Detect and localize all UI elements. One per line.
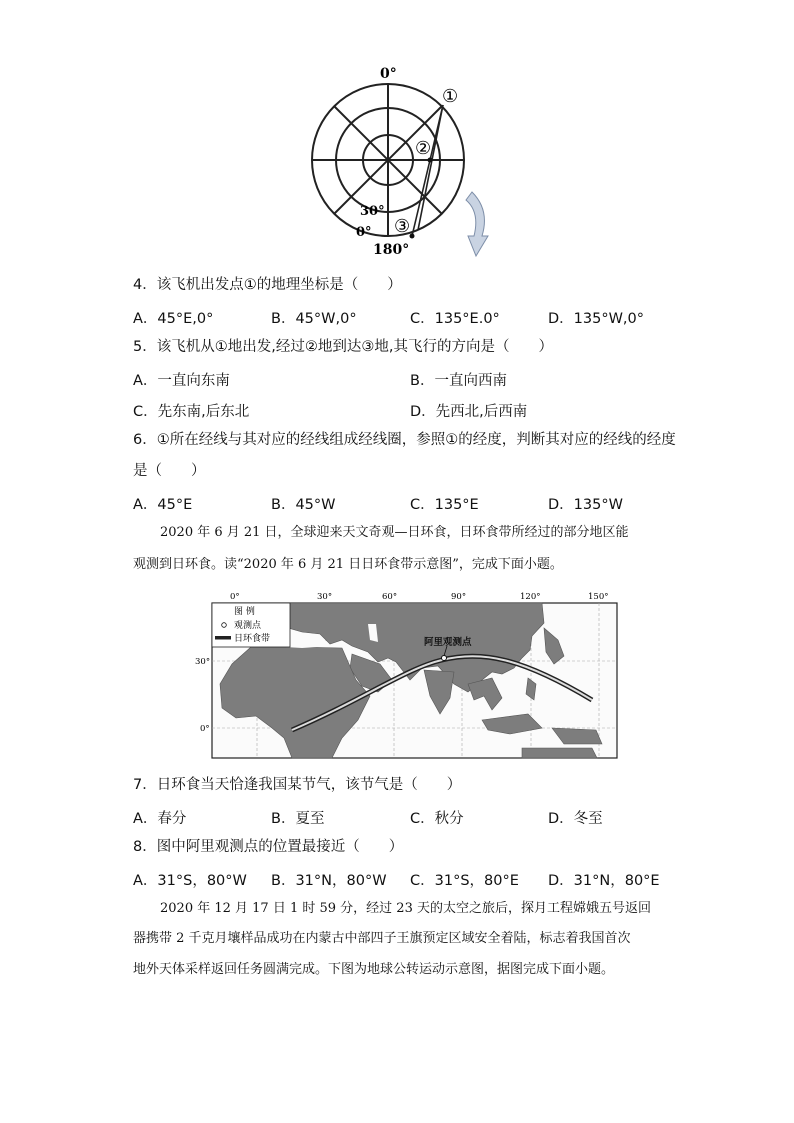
land-australia: [522, 748, 597, 758]
q4-option-d[interactable]: D．135°W,0°: [548, 311, 645, 327]
ali-observation-point: [442, 656, 447, 661]
legend-point-label: 观测点: [234, 621, 262, 631]
tick-90: 90°: [451, 592, 467, 602]
passage1-line2: 观测到日环食。读“2020 年 6 月 21 日日环食带示意图”，完成下面小题。: [133, 557, 563, 572]
q7-option-a[interactable]: A．春分: [133, 811, 187, 827]
question-4-stem: 4．该飞机出发点①的地理坐标是（ ）: [133, 277, 402, 293]
q4-option-a[interactable]: A．45°E,0°: [133, 311, 214, 327]
question-6-stem-line1: 6．①所在经线与其对应的经线组成经线圈，参照①的经度，判断其对应的经线的经度: [133, 432, 676, 448]
q7-option-b[interactable]: B．夏至: [271, 811, 325, 827]
q5-option-d[interactable]: D．先西北,后西南: [410, 404, 528, 420]
question-7-stem: 7．日环食当天恰逢我国某节气，该节气是（ ）: [133, 777, 462, 793]
q6-option-d[interactable]: D．135°W: [548, 497, 623, 513]
q6-option-c[interactable]: C．135°E: [410, 497, 479, 513]
ali-observation-label: 阿里观测点: [424, 637, 472, 648]
q7-option-d[interactable]: D．冬至: [548, 811, 603, 827]
label-lat0: 0°: [356, 225, 372, 240]
question-6-stem-line2: 是（ ）: [133, 463, 206, 479]
tick-30: 30°: [317, 592, 333, 602]
passage1-line1: 2020 年 6 月 21 日，全球迎来天文奇观—日环食，日环食带所经过的部分地区能: [160, 525, 629, 540]
label-point-3: ③: [394, 216, 411, 237]
q6-option-a[interactable]: A．45°E: [133, 497, 193, 513]
legend-band-label: 日环食带: [234, 634, 271, 644]
q5-option-b[interactable]: B．一直向西南: [410, 373, 507, 389]
legend-point-icon: [222, 623, 227, 628]
q5-option-a[interactable]: A．一直向东南: [133, 373, 230, 389]
tick-120: 120°: [520, 592, 541, 602]
point-3-dot: [410, 234, 415, 239]
question-5-stem: 5．该飞机从①地出发,经过②地到达③地,其飞行的方向是（ ）: [133, 339, 553, 355]
tick-lat30: 30°: [195, 657, 211, 667]
q5-option-c[interactable]: C．先东南,后东北: [133, 404, 250, 420]
q7-option-c[interactable]: C．秋分: [410, 811, 464, 827]
polar-projection-figure: [300, 60, 500, 265]
label-point-1: ①: [442, 86, 459, 107]
passage2-line2: 器携带 2 千克月壤样品成功在内蒙古中部四子王旗预定区域安全着陆，标志着我国首次: [133, 931, 631, 946]
q4-option-c[interactable]: C．135°E.0°: [410, 311, 500, 327]
legend-title: 图 例: [234, 607, 255, 617]
passage2-line1: 2020 年 12 月 17 日 1 时 59 分，经过 23 天的太空之旅后，探月工程嫦娥五号返回: [160, 901, 651, 916]
question-8-stem: 8．图中阿里观测点的位置最接近（ ）: [133, 839, 404, 855]
label-0deg: 0°: [380, 66, 397, 82]
q8-option-b[interactable]: B．31°N，80°W: [271, 873, 387, 889]
tick-lat0: 0°: [200, 724, 210, 734]
q8-option-c[interactable]: C．31°S，80°E: [410, 873, 519, 889]
q4-option-b[interactable]: B．45°W,0°: [271, 311, 357, 327]
label-point-2: ②: [415, 138, 432, 159]
eclipse-band-map: [192, 588, 622, 763]
tick-60: 60°: [382, 592, 398, 602]
q8-option-a[interactable]: A．31°S，80°W: [133, 873, 247, 889]
label-30deg: 30°: [360, 204, 385, 219]
tick-150: 150°: [588, 592, 609, 602]
q6-option-b[interactable]: B．45°W: [271, 497, 336, 513]
passage2-line3: 地外天体采样返回任务圆满完成。下图为地球公转运动示意图，据图完成下面小题。: [133, 962, 615, 977]
label-180deg: 180°: [373, 242, 410, 258]
q8-option-d[interactable]: D．31°N，80°E: [548, 873, 660, 889]
tick-0: 0°: [230, 592, 240, 602]
legend-band-icon: [215, 636, 231, 640]
rotation-arrow-icon: [466, 192, 488, 256]
